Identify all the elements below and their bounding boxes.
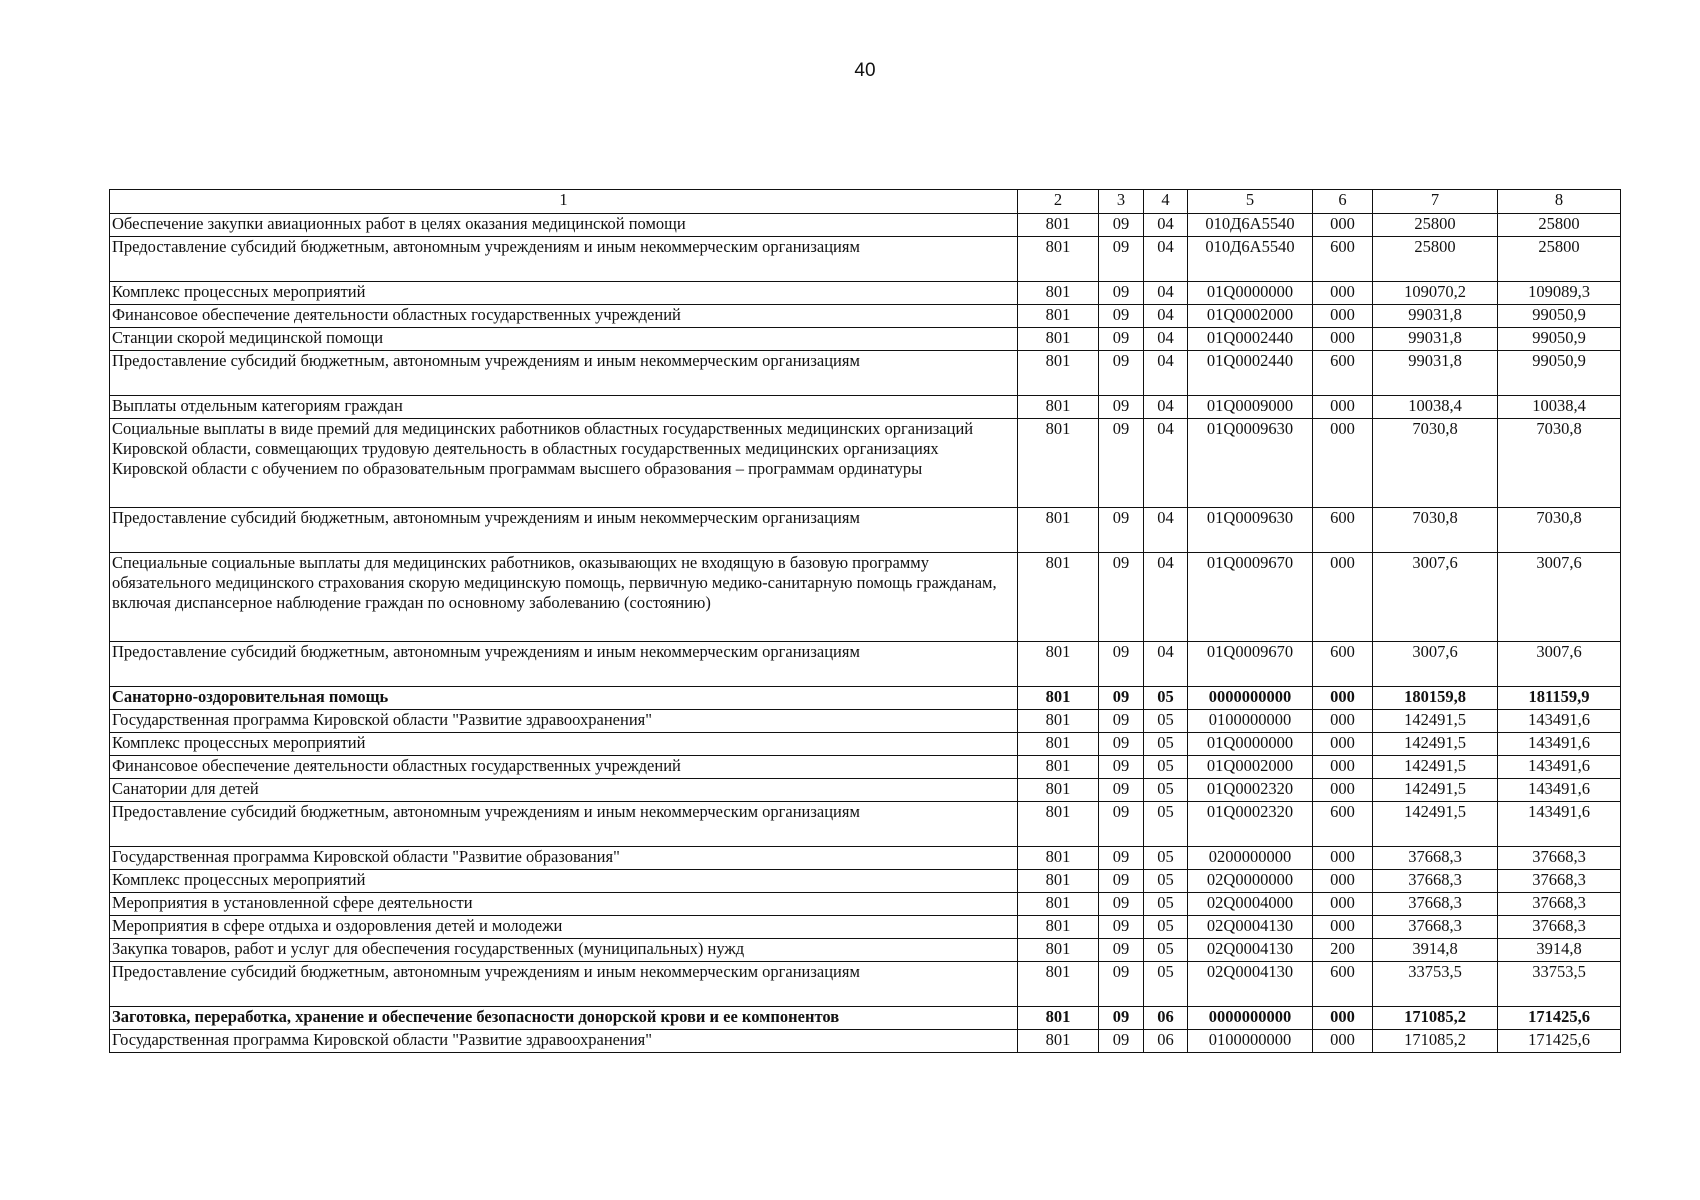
target-article-cell: 01Q0009670	[1188, 553, 1313, 642]
page-number: 40	[854, 60, 876, 81]
section-code-cell: 09	[1099, 1007, 1144, 1030]
amount-year2-cell: 143491,6	[1498, 710, 1621, 733]
table-row	[110, 756, 1621, 779]
amount-year2-cell: 10038,4	[1498, 396, 1621, 419]
section-code-cell: 09	[1099, 939, 1144, 962]
target-article-cell: 01Q0002320	[1188, 802, 1313, 847]
row-name-cell: Выплаты отдельным категориям граждан	[110, 396, 1018, 419]
ved-code-cell: 801	[1018, 779, 1099, 802]
target-article-cell: 0100000000	[1188, 710, 1313, 733]
amount-year1-cell: 37668,3	[1373, 870, 1498, 893]
section-code-cell: 09	[1099, 962, 1144, 1007]
ved-code-cell: 801	[1018, 893, 1099, 916]
target-article-cell: 01Q0009670	[1188, 642, 1313, 687]
section-code-cell: 09	[1099, 687, 1144, 710]
column-header: 5	[1188, 190, 1313, 214]
row-name-cell: Санатории для детей	[110, 779, 1018, 802]
amount-year2-cell: 7030,8	[1498, 419, 1621, 508]
subsection-code-cell: 05	[1144, 779, 1188, 802]
ved-code-cell: 801	[1018, 756, 1099, 779]
subsection-code-cell: 04	[1144, 237, 1188, 282]
subsection-code-cell: 05	[1144, 870, 1188, 893]
row-name-cell: Специальные социальные выплаты для медицинских работников, оказывающих не входящую в базовую программу обязательного медицинского страхования скорую медицинскую помощь, первичную медико-санитарную помощь гражданам, включая диспансерное наблюдение граждан по основному заболеванию (состоянию)	[110, 553, 1018, 642]
amount-year2-cell: 25800	[1498, 214, 1621, 237]
amount-year2-cell: 109089,3	[1498, 282, 1621, 305]
amount-year2-cell: 99050,9	[1498, 351, 1621, 396]
amount-year1-cell: 3007,6	[1373, 553, 1498, 642]
target-article-cell: 02Q0000000	[1188, 870, 1313, 893]
amount-year1-cell: 7030,8	[1373, 419, 1498, 508]
target-article-cell: 01Q0002440	[1188, 328, 1313, 351]
expense-type-cell: 200	[1313, 939, 1373, 962]
section-code-cell: 09	[1099, 508, 1144, 553]
target-article-cell: 0100000000	[1188, 1030, 1313, 1053]
amount-year1-cell: 171085,2	[1373, 1030, 1498, 1053]
subsection-code-cell: 04	[1144, 642, 1188, 687]
amount-year1-cell: 25800	[1373, 214, 1498, 237]
row-name-cell: Государственная программа Кировской области "Развитие здравоохранения"	[110, 710, 1018, 733]
subsection-code-cell: 04	[1144, 396, 1188, 419]
column-header: 6	[1313, 190, 1373, 214]
subsection-code-cell: 05	[1144, 916, 1188, 939]
expense-type-cell: 000	[1313, 1007, 1373, 1030]
ved-code-cell: 801	[1018, 687, 1099, 710]
amount-year1-cell: 99031,8	[1373, 328, 1498, 351]
section-code-cell: 09	[1099, 710, 1144, 733]
column-header: 1	[110, 190, 1018, 214]
expense-type-cell: 000	[1313, 419, 1373, 508]
expense-type-cell: 000	[1313, 756, 1373, 779]
amount-year1-cell: 3007,6	[1373, 642, 1498, 687]
amount-year1-cell: 10038,4	[1373, 396, 1498, 419]
ved-code-cell: 801	[1018, 1007, 1099, 1030]
table-row	[110, 893, 1621, 916]
subsection-code-cell: 04	[1144, 419, 1188, 508]
amount-year2-cell: 25800	[1498, 237, 1621, 282]
expense-type-cell: 600	[1313, 962, 1373, 1007]
amount-year1-cell: 33753,5	[1373, 962, 1498, 1007]
amount-year1-cell: 109070,2	[1373, 282, 1498, 305]
section-code-cell: 09	[1099, 328, 1144, 351]
section-code-cell: 09	[1099, 351, 1144, 396]
section-code-cell: 09	[1099, 214, 1144, 237]
ved-code-cell: 801	[1018, 237, 1099, 282]
expense-type-cell: 000	[1313, 553, 1373, 642]
subsection-code-cell: 06	[1144, 1030, 1188, 1053]
row-name-cell: Предоставление субсидий бюджетным, автономным учреждениям и иным некоммерческим организациям	[110, 962, 1018, 1007]
target-article-cell: 01Q0002000	[1188, 756, 1313, 779]
row-name-cell: Предоставление субсидий бюджетным, автономным учреждениям и иным некоммерческим организациям	[110, 642, 1018, 687]
target-article-cell: 01Q0002440	[1188, 351, 1313, 396]
subsection-code-cell: 05	[1144, 687, 1188, 710]
section-code-cell: 09	[1099, 893, 1144, 916]
table-row	[110, 1030, 1621, 1053]
subsection-code-cell: 04	[1144, 305, 1188, 328]
table-row	[110, 710, 1621, 733]
expense-type-cell: 000	[1313, 396, 1373, 419]
expense-type-cell: 000	[1313, 733, 1373, 756]
amount-year1-cell: 142491,5	[1373, 802, 1498, 847]
amount-year1-cell: 142491,5	[1373, 710, 1498, 733]
subsection-code-cell: 05	[1144, 756, 1188, 779]
subsection-code-cell: 04	[1144, 282, 1188, 305]
expense-type-cell: 600	[1313, 642, 1373, 687]
section-code-cell: 09	[1099, 802, 1144, 847]
amount-year1-cell: 99031,8	[1373, 351, 1498, 396]
row-name-cell: Предоставление субсидий бюджетным, автономным учреждениям и иным некоммерческим организациям	[110, 237, 1018, 282]
expense-type-cell: 000	[1313, 328, 1373, 351]
column-header: 7	[1373, 190, 1498, 214]
subsection-code-cell: 05	[1144, 710, 1188, 733]
table-row	[110, 779, 1621, 802]
ved-code-cell: 801	[1018, 870, 1099, 893]
subsection-code-cell: 05	[1144, 802, 1188, 847]
amount-year1-cell: 3914,8	[1373, 939, 1498, 962]
amount-year2-cell: 171425,6	[1498, 1007, 1621, 1030]
subsection-code-cell: 04	[1144, 508, 1188, 553]
section-code-cell: 09	[1099, 282, 1144, 305]
table-row	[110, 939, 1621, 962]
row-name-cell: Комплекс процессных мероприятий	[110, 870, 1018, 893]
amount-year2-cell: 143491,6	[1498, 779, 1621, 802]
target-article-cell: 01Q0002320	[1188, 779, 1313, 802]
target-article-cell: 0000000000	[1188, 687, 1313, 710]
row-name-cell: Комплекс процессных мероприятий	[110, 282, 1018, 305]
table-row	[110, 642, 1621, 687]
target-article-cell: 02Q0004130	[1188, 939, 1313, 962]
budget-table	[109, 189, 1621, 1053]
section-code-cell: 09	[1099, 870, 1144, 893]
row-name-cell: Предоставление субсидий бюджетным, автономным учреждениям и иным некоммерческим организациям	[110, 351, 1018, 396]
amount-year2-cell: 37668,3	[1498, 916, 1621, 939]
row-name-cell: Государственная программа Кировской области "Развитие образования"	[110, 847, 1018, 870]
amount-year1-cell: 99031,8	[1373, 305, 1498, 328]
row-name-cell: Финансовое обеспечение деятельности областных государственных учреждений	[110, 756, 1018, 779]
section-code-cell: 09	[1099, 642, 1144, 687]
amount-year2-cell: 37668,3	[1498, 847, 1621, 870]
expense-type-cell: 600	[1313, 508, 1373, 553]
table-row	[110, 733, 1621, 756]
amount-year2-cell: 3007,6	[1498, 642, 1621, 687]
table-row	[110, 870, 1621, 893]
column-header: 8	[1498, 190, 1621, 214]
ved-code-cell: 801	[1018, 508, 1099, 553]
row-name-cell: Государственная программа Кировской области "Развитие здравоохранения"	[110, 1030, 1018, 1053]
ved-code-cell: 801	[1018, 553, 1099, 642]
table-row	[110, 962, 1621, 1007]
table-row	[110, 328, 1621, 351]
column-header: 2	[1018, 190, 1099, 214]
subsection-code-cell: 06	[1144, 1007, 1188, 1030]
ved-code-cell: 801	[1018, 214, 1099, 237]
row-name-cell: Социальные выплаты в виде премий для медицинских работников областных государственных медицинских организаций Кировской области, совмещающих трудовую деятельность в областных государственных медицинских организациях Кировской области с обучением по образовательным программам высшего образования – программам ординатуры	[110, 419, 1018, 508]
section-code-cell: 09	[1099, 553, 1144, 642]
row-name-cell: Комплекс процессных мероприятий	[110, 733, 1018, 756]
ved-code-cell: 801	[1018, 282, 1099, 305]
expense-type-cell: 000	[1313, 282, 1373, 305]
row-name-cell: Мероприятия в установленной сфере деятельности	[110, 893, 1018, 916]
table-row	[110, 802, 1621, 847]
table-row	[110, 351, 1621, 396]
subsection-code-cell: 04	[1144, 553, 1188, 642]
amount-year2-cell: 7030,8	[1498, 508, 1621, 553]
ved-code-cell: 801	[1018, 802, 1099, 847]
target-article-cell: 01Q0000000	[1188, 282, 1313, 305]
section-code-cell: 09	[1099, 733, 1144, 756]
ved-code-cell: 801	[1018, 351, 1099, 396]
table-row	[110, 553, 1621, 642]
ved-code-cell: 801	[1018, 939, 1099, 962]
row-name-cell: Обеспечение закупки авиационных работ в целях оказания медицинской помощи	[110, 214, 1018, 237]
subsection-code-cell: 05	[1144, 733, 1188, 756]
target-article-cell: 010Д6А5540	[1188, 237, 1313, 282]
ved-code-cell: 801	[1018, 305, 1099, 328]
expense-type-cell: 000	[1313, 1030, 1373, 1053]
amount-year1-cell: 171085,2	[1373, 1007, 1498, 1030]
amount-year1-cell: 37668,3	[1373, 893, 1498, 916]
section-code-cell: 09	[1099, 305, 1144, 328]
subsection-code-cell: 04	[1144, 351, 1188, 396]
section-code-cell: 09	[1099, 916, 1144, 939]
section-code-cell: 09	[1099, 756, 1144, 779]
ved-code-cell: 801	[1018, 916, 1099, 939]
target-article-cell: 01Q0009000	[1188, 396, 1313, 419]
target-article-cell: 01Q0009630	[1188, 419, 1313, 508]
section-code-cell: 09	[1099, 779, 1144, 802]
row-name-cell: Предоставление субсидий бюджетным, автономным учреждениям и иным некоммерческим организациям	[110, 802, 1018, 847]
amount-year2-cell: 3914,8	[1498, 939, 1621, 962]
subsection-code-cell: 05	[1144, 847, 1188, 870]
expense-type-cell: 000	[1313, 779, 1373, 802]
target-article-cell: 01Q0009630	[1188, 508, 1313, 553]
amount-year2-cell: 143491,6	[1498, 733, 1621, 756]
subsection-code-cell: 04	[1144, 328, 1188, 351]
section-code-cell: 09	[1099, 847, 1144, 870]
target-article-cell: 0000000000	[1188, 1007, 1313, 1030]
section-code-cell: 09	[1099, 237, 1144, 282]
target-article-cell: 01Q0000000	[1188, 733, 1313, 756]
row-name-cell: Мероприятия в сфере отдыха и оздоровления детей и молодежи	[110, 916, 1018, 939]
table-row	[110, 916, 1621, 939]
target-article-cell: 01Q0002000	[1188, 305, 1313, 328]
subsection-code-cell: 04	[1144, 214, 1188, 237]
table-row	[110, 419, 1621, 508]
subsection-code-cell: 05	[1144, 893, 1188, 916]
amount-year2-cell: 143491,6	[1498, 802, 1621, 847]
ved-code-cell: 801	[1018, 642, 1099, 687]
section-code-cell: 09	[1099, 1030, 1144, 1053]
row-name-cell: Заготовка, переработка, хранение и обеспечение безопасности донорской крови и ее компонентов	[110, 1007, 1018, 1030]
amount-year2-cell: 33753,5	[1498, 962, 1621, 1007]
table-body	[110, 214, 1621, 1053]
amount-year2-cell: 37668,3	[1498, 893, 1621, 916]
expense-type-cell: 600	[1313, 237, 1373, 282]
expense-type-cell: 000	[1313, 710, 1373, 733]
expense-type-cell: 600	[1313, 351, 1373, 396]
amount-year1-cell: 180159,8	[1373, 687, 1498, 710]
amount-year2-cell: 3007,6	[1498, 553, 1621, 642]
table-row	[110, 847, 1621, 870]
column-header: 4	[1144, 190, 1188, 214]
ved-code-cell: 801	[1018, 733, 1099, 756]
subsection-code-cell: 05	[1144, 962, 1188, 1007]
column-header: 3	[1099, 190, 1144, 214]
amount-year2-cell: 181159,9	[1498, 687, 1621, 710]
expense-type-cell: 000	[1313, 847, 1373, 870]
table-row	[110, 282, 1621, 305]
table-row	[110, 687, 1621, 710]
section-code-cell: 09	[1099, 419, 1144, 508]
amount-year1-cell: 142491,5	[1373, 756, 1498, 779]
table-row	[110, 237, 1621, 282]
target-article-cell: 02Q0004000	[1188, 893, 1313, 916]
row-name-cell: Предоставление субсидий бюджетным, автономным учреждениям и иным некоммерческим организациям	[110, 508, 1018, 553]
row-name-cell: Закупка товаров, работ и услуг для обеспечения государственных (муниципальных) нужд	[110, 939, 1018, 962]
table-row	[110, 396, 1621, 419]
table-header-row	[110, 190, 1621, 214]
target-article-cell: 010Д6А5540	[1188, 214, 1313, 237]
expense-type-cell: 000	[1313, 214, 1373, 237]
amount-year1-cell: 142491,5	[1373, 779, 1498, 802]
expense-type-cell: 000	[1313, 893, 1373, 916]
amount-year2-cell: 99050,9	[1498, 328, 1621, 351]
amount-year2-cell: 37668,3	[1498, 870, 1621, 893]
amount-year1-cell: 25800	[1373, 237, 1498, 282]
ved-code-cell: 801	[1018, 328, 1099, 351]
expense-type-cell: 000	[1313, 305, 1373, 328]
row-name-cell: Станции скорой медицинской помощи	[110, 328, 1018, 351]
table-row	[110, 508, 1621, 553]
ved-code-cell: 801	[1018, 847, 1099, 870]
expense-type-cell: 600	[1313, 802, 1373, 847]
expense-type-cell: 000	[1313, 687, 1373, 710]
subsection-code-cell: 05	[1144, 939, 1188, 962]
target-article-cell: 0200000000	[1188, 847, 1313, 870]
amount-year1-cell: 142491,5	[1373, 733, 1498, 756]
expense-type-cell: 000	[1313, 870, 1373, 893]
row-name-cell: Финансовое обеспечение деятельности областных государственных учреждений	[110, 305, 1018, 328]
amount-year2-cell: 171425,6	[1498, 1030, 1621, 1053]
ved-code-cell: 801	[1018, 1030, 1099, 1053]
amount-year2-cell: 143491,6	[1498, 756, 1621, 779]
section-code-cell: 09	[1099, 396, 1144, 419]
table-row	[110, 214, 1621, 237]
ved-code-cell: 801	[1018, 710, 1099, 733]
row-name-cell: Санаторно-оздоровительная помощь	[110, 687, 1018, 710]
ved-code-cell: 801	[1018, 419, 1099, 508]
ved-code-cell: 801	[1018, 962, 1099, 1007]
amount-year1-cell: 7030,8	[1373, 508, 1498, 553]
amount-year1-cell: 37668,3	[1373, 916, 1498, 939]
target-article-cell: 02Q0004130	[1188, 962, 1313, 1007]
expense-type-cell: 000	[1313, 916, 1373, 939]
amount-year1-cell: 37668,3	[1373, 847, 1498, 870]
table-row	[110, 1007, 1621, 1030]
ved-code-cell: 801	[1018, 396, 1099, 419]
amount-year2-cell: 99050,9	[1498, 305, 1621, 328]
table-row	[110, 305, 1621, 328]
target-article-cell: 02Q0004130	[1188, 916, 1313, 939]
